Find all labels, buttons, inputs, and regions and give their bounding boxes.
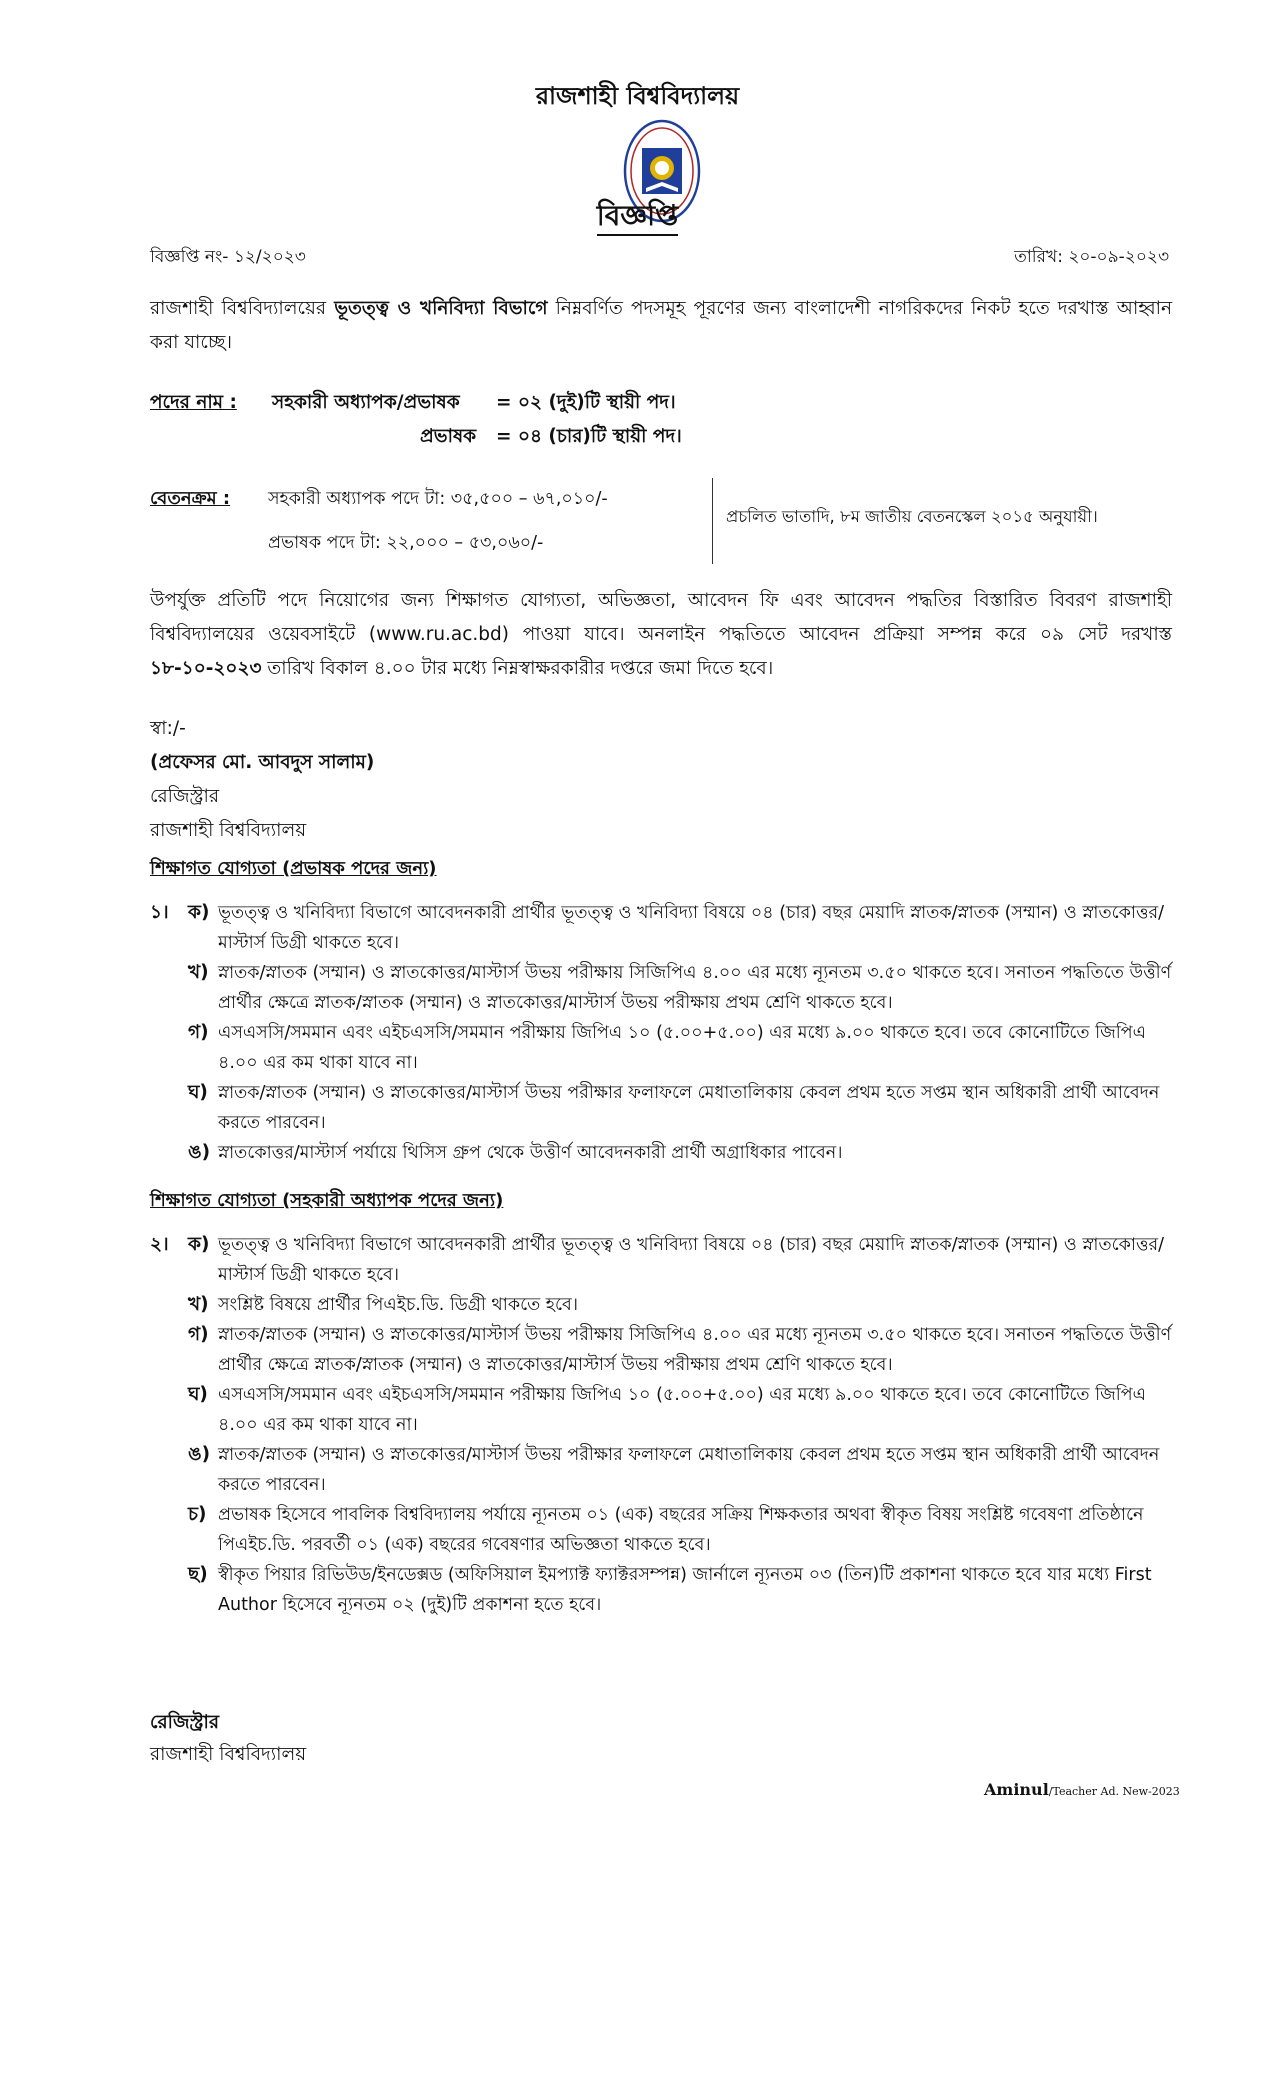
application-text-end: তারিখ বিকাল ৪.০০ টার মধ্যে নিম্নস্বাক্ষরকারীর দপ্তরে জমা দিতে হবে। xyxy=(261,658,774,679)
pay-lecturer: প্রভাষক পদে টা: ২২,০০০ – ৫৩,০৬০/- xyxy=(268,533,544,553)
notice-number: বিজ্ঞপ্তি নং- ১২/২০২৩ xyxy=(150,247,306,267)
pay-divider xyxy=(712,478,713,564)
signature-block xyxy=(150,712,374,848)
assistant-item-text: স্বীকৃত পিয়ার রিভিউড/ইনডেক্সড (অফিসিয়াল ইমপ্যাক্ট ফ্যাক্টরসম্পন্ন) জার্নালে ন্যূনতম ০৩ (তিন)টি প্রকাশনা থাকতে হবে যার মধ্যে First Author হিসেবে ন্যূনতম ০২ (দুই)টি প্রকাশনা হতে হবে। xyxy=(218,1565,1152,1615)
assistant-item-text: স্নাতক/স্নাতক (সম্মান) ও স্নাতকোত্তর/মাস্টার্স উভয় পরীক্ষায় সিজিপিএ ৪.০০ এর মধ্যে ন্যূনতম ৩.৫০ থাকতে হবে। সনাতন পদ্ধতিতে উত্তীর্ণ প্রার্থীর ক্ষেত্রে স্নাতক/স্নাতক (সম্মান) ও স্নাতকোত্তর/মাস্টার্স উভয় পরীক্ষায় প্রথম শ্রেণি থাকতে হবে। xyxy=(218,1325,1172,1375)
post1-name: সহকারী অধ্যাপক/প্রভাষক xyxy=(272,392,460,413)
clerk-name: Aminul xyxy=(984,1780,1049,1799)
post-label: পদের নাম : xyxy=(150,392,237,413)
footer-registrar: রেজিস্ট্রার xyxy=(150,1712,220,1733)
application-paragraph xyxy=(150,584,1172,686)
pay-scale-label: বেতনক্রম : xyxy=(150,488,231,509)
footer-university: রাজশাহী বিশ্ববিদ্যালয় xyxy=(150,1744,307,1765)
file-ref-code: /Teacher Ad. New-2023 xyxy=(1048,1785,1180,1798)
assistant-item-letter: ছ) xyxy=(188,1564,208,1585)
pay-note: প্রচলিত ভাতাদি, ৮ম জাতীয় বেতনস্কেল ২০১৫ অনুযায়ী। xyxy=(726,507,1098,526)
assistant-item-letter: গ) xyxy=(188,1324,209,1345)
intro-text-2: নিম্নবর্ণিত পদসমূহ পূরণের জন্য বাংলাদেশী নাগরিকদের নিকট হতে দরখাস্ত আহ্বান করা যাচ্ছে। xyxy=(150,298,1172,353)
post2-name: প্রভাষক xyxy=(420,426,477,447)
signature-signed: স্বা:/- xyxy=(150,718,186,739)
lecturer-item-letter: গ) xyxy=(188,1022,209,1043)
assistant-section-number: ২। xyxy=(150,1234,169,1255)
notice-title xyxy=(0,194,1275,241)
assistant-item-letter: চ) xyxy=(188,1504,207,1525)
assistant-item-letter: ঘ) xyxy=(188,1384,208,1405)
post2-count: = ০৪ (চার)টি স্থায়ী পদ। xyxy=(496,426,682,447)
lecturer-item-letter: ক) xyxy=(188,902,210,923)
post1-count: = ০২ (দুই)টি স্থায়ী পদ। xyxy=(496,392,676,413)
lecturer-item-text: স্নাতক/স্নাতক (সম্মান) ও স্নাতকোত্তর/মাস্টার্স উভয় পরীক্ষায় সিজিপিএ ৪.০০ এর মধ্যে ন্যূনতম ৩.৫০ থাকতে হবে। সনাতন পদ্ধতিতে উত্তীর্ণ প্রার্থীর ক্ষেত্রে স্নাতক/স্নাতক (সম্মান) ও স্নাতকোত্তর/মাস্টার্স উভয় পরীক্ষায় প্রথম শ্রেণি থাকতে হবে। xyxy=(218,963,1172,1013)
lecturer-item-text: এসএসসি/সমমান এবং এইচএসসি/সমমান পরীক্ষায় জিপিএ ১০ (৫.০০+৫.০০) এর মধ্যে ৯.০০ থাকতে হবে। তবে কোনোটিতে জিপিএ ৪.০০ এর কম থাকা যাবে না। xyxy=(218,1023,1146,1073)
file-reference xyxy=(984,1780,1180,1799)
assistant-item-text: এসএসসি/সমমান এবং এইচএসসি/সমমান পরীক্ষায় জিপিএ ১০ (৫.০০+৫.০০) এর মধ্যে ৯.০০ থাকতে হবে। তবে কোনোটিতে জিপিএ ৪.০০ এর কম থাকা যাবে না। xyxy=(218,1385,1146,1435)
assistant-item-letter: ঙ) xyxy=(188,1444,211,1465)
lecturer-item-letter: ঙ) xyxy=(188,1142,211,1163)
intro-department: ভূতত্ত্ব ও খনিবিদ্যা বিভাগে xyxy=(334,298,548,319)
lecturer-item-letter: খ) xyxy=(188,962,209,983)
lecturer-qualification-heading: শিক্ষাগত যোগ্যতা (প্রভাষক পদের জন্য) xyxy=(150,858,437,879)
lecturer-item-text: স্নাতক/স্নাতক (সম্মান) ও স্নাতকোত্তর/মাস্টার্স উভয় পরীক্ষার ফলাফলে মেধাতালিকায় কেবল প্রথম হতে সপ্তম স্থান অধিকারী প্রার্থী আবেদন করতে পারবেন। xyxy=(218,1083,1160,1133)
notice-title-text: বিজ্ঞপ্তি xyxy=(597,199,678,236)
application-text: উপর্যুক্ত প্রতিটি পদে নিয়োগের জন্য শিক্ষাগত যোগ্যতা, অভিজ্ঞতা, আবেদন ফি এবং আবেদন পদ্ধতির বিস্তারিত বিবরণ রাজশাহী বিশ্ববিদ্যালয়ের ওয়েবসাইটে (www.ru.ac.bd) পাওয়া যাবে। অনলাইন পদ্ধতিতে আবেদন প্রক্রিয়া সম্পন্ন করে ০৯ সেট দরখাস্ত xyxy=(150,590,1172,645)
lecturer-item-letter: ঘ) xyxy=(188,1082,208,1103)
assistant-item-text: স্নাতক/স্নাতক (সম্মান) ও স্নাতকোত্তর/মাস্টার্স উভয় পরীক্ষার ফলাফলে মেধাতালিকায় কেবল প্রথম হতে সপ্তম স্থান অধিকারী প্রার্থী আবেদন করতে পারবেন। xyxy=(218,1445,1160,1495)
signature-title: রেজিস্ট্রার xyxy=(150,786,220,807)
lecturer-section-number: ১। xyxy=(150,902,169,923)
signature-name: (প্রফেসর মো. আবদুস সালাম) xyxy=(150,752,375,773)
intro-paragraph xyxy=(150,292,1172,360)
application-deadline: ১৮-১০-২০২৩ xyxy=(150,658,262,679)
assistant-qualification-heading: শিক্ষাগত যোগ্যতা (সহকারী অধ্যাপক পদের জন্য) xyxy=(150,1190,504,1211)
assistant-item-text: প্রভাষক হিসেবে পাবলিক বিশ্ববিদ্যালয় পর্যায়ে ন্যূনতম ০১ (এক) বছরের সক্রিয় শিক্ষকতার অথবা স্বীকৃত বিষয় সংশ্লিষ্ট গবেষণা প্রতিষ্ঠানে পিএইচ.ডি. পরবর্তী ০১ (এক) বছরের গবেষণার অভিজ্ঞতা থাকতে হবে। xyxy=(218,1505,1144,1555)
pay-assistant-professor: সহকারী অধ্যাপক পদে টা: ৩৫,৫০০ – ৬৭,০১০/- xyxy=(268,489,608,509)
assistant-item-letter: খ) xyxy=(188,1294,209,1315)
university-title: রাজশাহী বিশ্ববিদ্যালয় xyxy=(535,82,740,110)
intro-text-1: রাজশাহী বিশ্ববিদ্যালয়ের xyxy=(150,298,335,319)
lecturer-item-text: ভূতত্ত্ব ও খনিবিদ্যা বিভাগে আবেদনকারী প্রার্থীর ভূতত্ত্ব ও খনিবিদ্যা বিষয়ে ০৪ (চার) বছর মেয়াদি স্নাতক/স্নাতক (সম্মান) ও স্নাতকোত্তর/মাস্টার্স ডিগ্রী থাকতে হবে। xyxy=(218,903,1165,953)
signature-org: রাজশাহী বিশ্ববিদ্যালয় xyxy=(150,820,307,841)
assistant-item-text: ভূতত্ত্ব ও খনিবিদ্যা বিভাগে আবেদনকারী প্রার্থীর ভূতত্ত্ব ও খনিবিদ্যা বিষয়ে ০৪ (চার) বছর মেয়াদি স্নাতক/স্নাতক (সম্মান) ও স্নাতকোত্তর/মাস্টার্স ডিগ্রী থাকতে হবে। xyxy=(218,1235,1165,1285)
assistant-item-text: সংশ্লিষ্ট বিষয়ে প্রার্থীর পিএইচ.ডি. ডিগ্রী থাকতে হবে। xyxy=(218,1295,579,1315)
assistant-item-letter: ক) xyxy=(188,1234,210,1255)
notice-date: তারিখ: ২০-০৯-২০২৩ xyxy=(1014,247,1169,267)
lecturer-item-text: স্নাতকোত্তর/মাস্টার্স পর্যায়ে থিসিস গ্রুপ থেকে উত্তীর্ণ আবেদনকারী প্রার্থী অগ্রাধিকার পাবেন। xyxy=(218,1143,843,1163)
